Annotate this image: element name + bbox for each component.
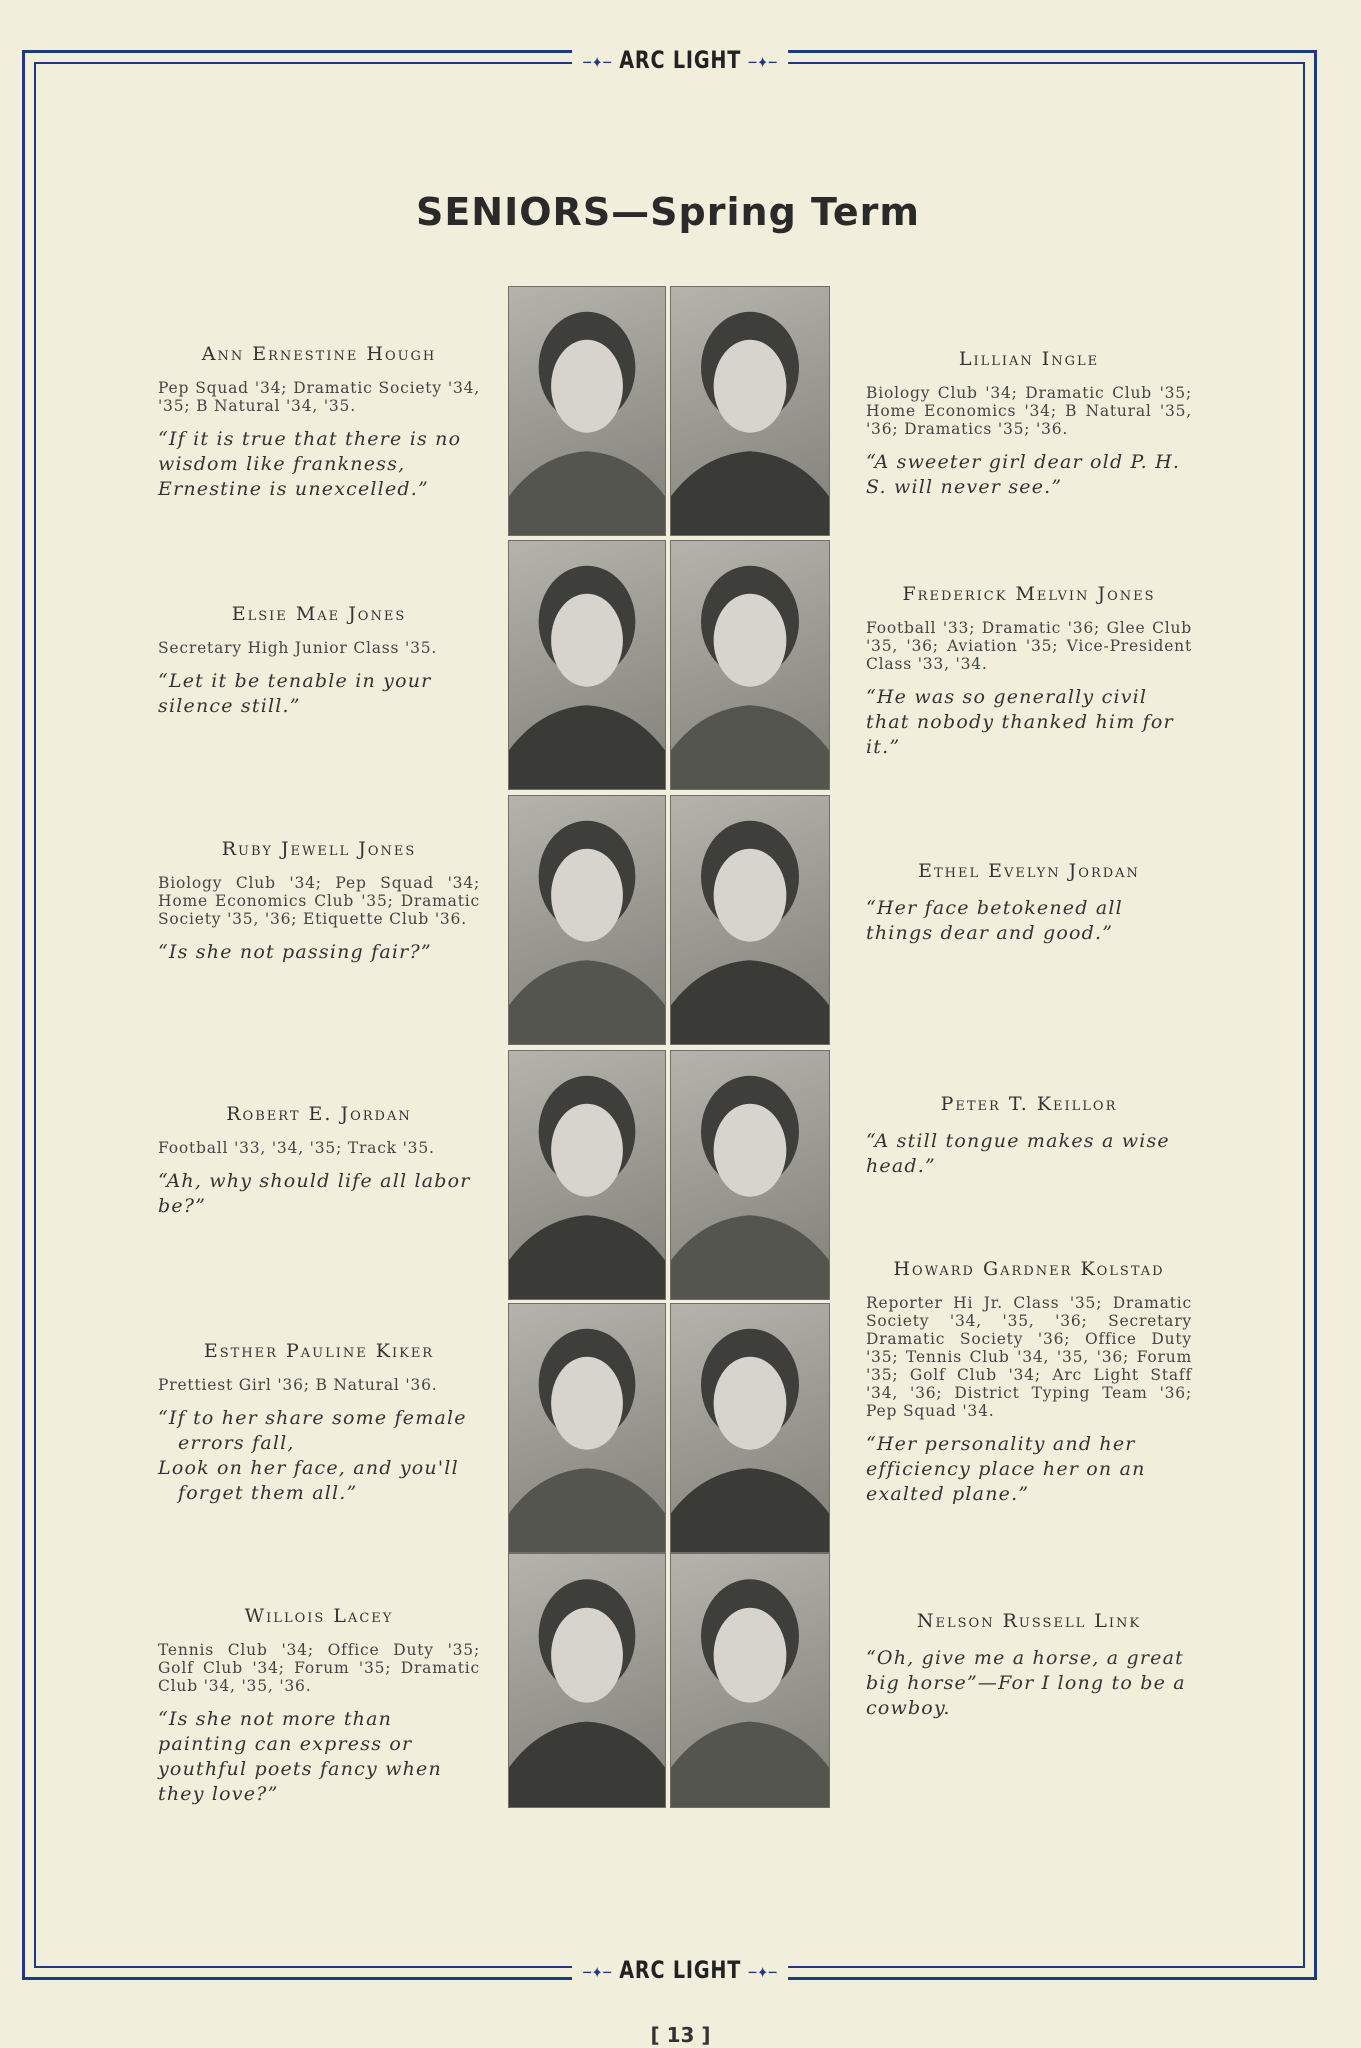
portrait-silhouette — [671, 287, 829, 535]
student-quote: “Ah, why should life all labor be?” — [158, 1170, 471, 1217]
ornament-icon: ─✦─ — [748, 53, 778, 72]
header — [0, 45, 1361, 75]
ornament-icon: ─✦─ — [748, 1963, 778, 1982]
student-name: Peter T. Keillor — [940, 1093, 1118, 1115]
portrait-photo — [508, 1553, 666, 1808]
student-name: Nelson Russell Link — [916, 1610, 1142, 1632]
portrait-photo — [670, 795, 830, 1045]
student-quote: “He was so generally civil that nobody thanked him for it.” — [866, 686, 1174, 758]
student-name: Lillian Ingle — [958, 348, 1100, 370]
shoulders-shape — [671, 1468, 829, 1552]
quote-line: errors fall, — [178, 1432, 295, 1454]
student-activities: Prettiest Girl '36; B Natural '36. — [158, 1376, 438, 1394]
student-activities: Football '33; Dramatic '36; Glee Club '35, '36; Aviation '35; Vice-President Class '33, '34. — [866, 619, 1192, 673]
student-name: Ruby Jewell Jones — [221, 838, 417, 860]
quote-line: Look on her face, and you'll — [158, 1457, 459, 1479]
footer — [0, 1955, 1361, 1985]
portrait-silhouette — [509, 1051, 665, 1299]
senior-entry-left-6 — [158, 1605, 480, 1807]
portrait-silhouette — [509, 796, 665, 1044]
senior-entry-left-2 — [158, 603, 480, 719]
header-title: ARC LIGHT — [619, 46, 742, 74]
student-quote: “Is she not passing fair?” — [158, 941, 432, 963]
quote-line: “If to her share some female — [158, 1407, 467, 1429]
portrait-photo — [670, 1553, 830, 1808]
portrait-photo — [670, 1050, 830, 1300]
shoulders-shape — [509, 451, 665, 535]
face-shape — [714, 340, 787, 433]
portrait-silhouette — [671, 796, 829, 1044]
student-name: Willois Lacey — [244, 1605, 394, 1627]
student-quote: “If it is true that there is no wisdom like frankness, Ernestine is unexcelled.” — [158, 428, 462, 500]
shoulders-shape — [671, 451, 829, 535]
portrait-silhouette — [509, 1554, 665, 1807]
portrait-silhouette — [671, 541, 829, 789]
portrait-photo — [670, 286, 830, 536]
student-name: Robert E. Jordan — [226, 1103, 412, 1125]
student-activities: Secretary High Junior Class '35. — [158, 639, 438, 657]
portrait-silhouette — [671, 1554, 829, 1807]
student-quote: “Let it be tenable in your silence still.” — [158, 670, 432, 717]
senior-entry-right-1 — [866, 348, 1192, 500]
student-quote: “Her face betokened all things dear and good.” — [866, 897, 1123, 944]
ornament-icon: ─✦─ — [583, 53, 613, 72]
face-shape — [714, 1104, 787, 1197]
senior-entry-left-4 — [158, 1103, 480, 1219]
ornament-icon: ─✦─ — [583, 1963, 613, 1982]
student-activities: Biology Club '34; Dramatic Club '35; Home Economics '34; B Natural '35, '36; Dramatics '35; '36. — [866, 384, 1192, 438]
portrait-photo — [508, 795, 666, 1045]
footer-title: ARC LIGHT — [619, 1956, 742, 1984]
student-activities: Reporter Hi Jr. Class '35; Dramatic Society '34, '35, '36; Secretary Dramatic Society '36; Office Duty '35; Tennis Club '34, '35, '36; Forum '35; Golf Club '34; Arc Light Staff '34, '36; District Typing Team '36; Pep Squad '34. — [866, 1294, 1192, 1420]
face-shape — [551, 849, 623, 942]
face-shape — [714, 1357, 787, 1450]
shoulders-shape — [509, 1468, 665, 1552]
portrait-photo — [508, 1050, 666, 1300]
senior-entry-left-5 — [158, 1340, 480, 1506]
senior-entry-right-4 — [866, 1093, 1192, 1179]
shoulders-shape — [509, 1215, 665, 1299]
student-activities: Tennis Club '34; Office Duty '35; Golf Club '34; Forum '35; Dramatic Club '34, '35, '36. — [158, 1641, 480, 1695]
student-quote: “Her personality and her efficiency place her on an exalted plane.” — [866, 1433, 1146, 1505]
student-name: Elsie Mae Jones — [231, 603, 407, 625]
portrait-photo — [508, 540, 666, 790]
student-name: Frederick Melvin Jones — [902, 583, 1156, 605]
portrait-photo — [670, 1303, 830, 1553]
senior-entry-left-3 — [158, 838, 480, 965]
student-quote — [158, 1406, 480, 1506]
portrait-silhouette — [509, 541, 665, 789]
face-shape — [551, 1608, 623, 1703]
senior-entry-left-1 — [158, 343, 480, 502]
senior-entry-right-2 — [866, 583, 1192, 760]
face-shape — [551, 594, 623, 687]
portrait-silhouette — [509, 287, 665, 535]
portrait-silhouette — [671, 1304, 829, 1552]
shoulders-shape — [509, 960, 665, 1044]
senior-entry-right-6 — [866, 1610, 1192, 1721]
student-activities: Pep Squad '34; Dramatic Society '34, '35; B Natural '34, '35. — [158, 379, 480, 415]
face-shape — [714, 1608, 787, 1703]
portrait-silhouette — [509, 1304, 665, 1552]
senior-entry-right-5 — [866, 1258, 1192, 1507]
student-quote: “Oh, give me a horse, a great big horse”—For I long to be a cowboy. — [866, 1647, 1186, 1719]
student-name: Ann Ernestine Hough — [201, 343, 437, 365]
portrait-photo — [508, 286, 666, 536]
quote-line: forget them all.” — [178, 1482, 358, 1504]
shoulders-shape — [671, 705, 829, 789]
header-label — [572, 46, 788, 74]
portrait-silhouette — [671, 1051, 829, 1299]
student-name: Ethel Evelyn Jordan — [918, 860, 1140, 882]
face-shape — [714, 594, 787, 687]
shoulders-shape — [671, 960, 829, 1044]
face-shape — [714, 849, 787, 942]
shoulders-shape — [509, 705, 665, 789]
student-activities: Football '33, '34, '35; Track '35. — [158, 1139, 435, 1157]
student-quote: “A still tongue makes a wise head.” — [866, 1130, 1170, 1177]
student-quote: “A sweeter girl dear old P. H. S. will never see.” — [866, 451, 1181, 498]
shoulders-shape — [509, 1722, 665, 1807]
student-name: Howard Gardner Kolstad — [893, 1258, 1165, 1280]
shoulders-shape — [671, 1215, 829, 1299]
face-shape — [551, 1104, 623, 1197]
face-shape — [551, 1357, 623, 1450]
student-name: Esther Pauline Kiker — [203, 1340, 435, 1362]
student-activities: Biology Club '34; Pep Squad '34; Home Economics Club '35; Dramatic Society '35, '36; Etiquette Club '36. — [158, 874, 480, 928]
page-number: [ 13 ] — [650, 2023, 711, 2047]
footer-label — [572, 1956, 788, 1984]
student-quote: “Is she not more than painting can express or youthful poets fancy when they love?” — [158, 1708, 442, 1805]
shoulders-shape — [671, 1722, 829, 1807]
page-title: SENIORS—Spring Term — [415, 190, 920, 234]
portrait-photo — [670, 540, 830, 790]
face-shape — [551, 340, 623, 433]
portrait-photo — [508, 1303, 666, 1553]
senior-entry-right-3 — [866, 860, 1192, 946]
